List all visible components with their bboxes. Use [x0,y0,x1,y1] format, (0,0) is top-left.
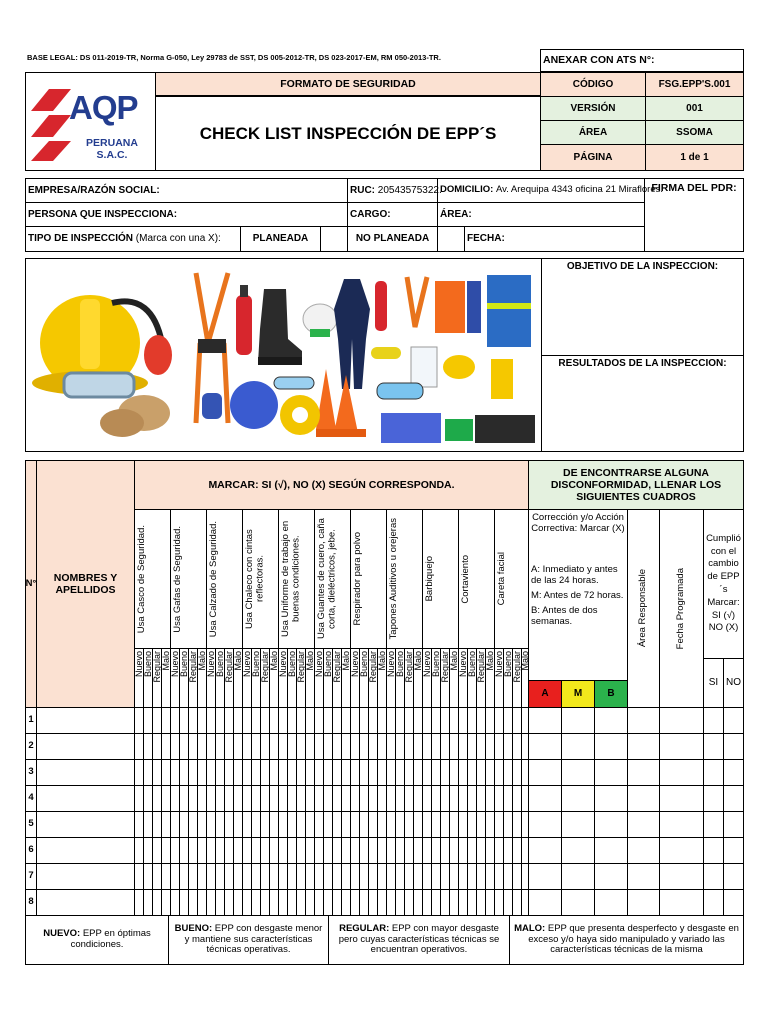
condition-label: Bueno [322,651,333,678]
item-label: Usa Chaleco con cintas reflectoras. [244,529,266,629]
fulfilled-yes: SI [703,658,724,708]
scheduled-date-cell[interactable] [659,707,704,734]
priority-a-cell[interactable] [528,837,562,864]
condition-label: Nuevo [241,651,252,678]
meta-code-label: CÓDIGO [540,72,646,97]
signature-field[interactable]: FIRMA DEL PDR: [644,178,744,252]
priority-b-cell[interactable] [594,707,628,734]
condition-label: Nuevo [277,651,288,678]
condition-label: Bueno [394,651,405,678]
condition-label: Regular [511,651,522,683]
legend-nuevo [25,915,169,965]
priority-b-cell[interactable] [594,759,628,786]
row-number: 8 [25,889,37,916]
ruc-value: 20543575322. [377,184,442,196]
condition-label: Nuevo [493,651,504,678]
condition-label: Nuevo [385,651,396,678]
row-number: 1 [25,707,37,734]
condition-label: Malo [519,651,530,671]
logo-mark-icon [31,85,73,163]
scheduled-date-cell[interactable] [659,837,704,864]
caution-tape-image [224,369,324,439]
fulfilled-no-cell[interactable] [723,733,744,760]
condition-label: Nuevo [205,651,216,678]
planned-label: PLANEADA [240,226,321,252]
condition-label: Malo [412,651,423,671]
fulfilled-no-cell[interactable] [723,785,744,812]
item-header-9 [422,509,459,649]
priority-m-cell[interactable] [561,707,595,734]
item-header-1 [134,509,171,649]
condition-label: Nuevo [313,651,324,678]
condition-label: Regular [331,651,342,683]
legend-malo [509,915,744,965]
condition-label: Malo [196,651,207,671]
scheduled-date-cell[interactable] [659,863,704,890]
condition-label: Nuevo [349,651,360,678]
row-number: 3 [25,759,37,786]
condition-label: Regular [187,651,198,683]
row-name-cell[interactable] [36,811,135,838]
fulfilled-no-cell[interactable] [723,889,744,916]
condition-label: Bueno [502,651,513,678]
condition-label: Malo [232,651,243,671]
responsible-area-cell[interactable] [627,889,660,916]
priority-b: B [594,680,628,708]
date-field[interactable]: FECHA: [464,226,645,252]
page-title: CHECK LIST INSPECCIÓN DE EPP´S [155,96,541,171]
responsible-area-cell[interactable] [627,759,660,786]
meta-area-label: ÁREA [540,120,646,145]
safety-helmet-image [32,273,182,443]
condition-label: Bueno [178,651,189,678]
responsible-area-cell[interactable] [627,863,660,890]
fulfilled-yes-cell[interactable] [703,707,724,734]
correction-block [528,509,628,681]
row-number: 5 [25,811,37,838]
condition-label: Nuevo [457,651,468,678]
item-header-6 [314,509,351,649]
item-label: Respirador para polvo [352,532,363,626]
scheduled-date-label: Fecha Programada [675,567,687,650]
condition-label: Malo [484,651,495,671]
ruc-field [347,178,442,203]
legend-malo-text: EPP que presenta desperfecto y desgaste en exceso y/o haya sido manipulado y variado las características técnicas de la misma [528,922,739,956]
fulfilled-no-cell[interactable] [723,811,744,838]
condition-label: Malo [376,651,387,671]
meta-version-label: VERSIÓN [540,96,646,121]
meta-page-value: 1 de 1 [645,144,744,171]
row-number: 6 [25,837,37,864]
condition-label: Malo [448,651,459,671]
priority-m-cell[interactable] [561,863,595,890]
condition-label: Regular [295,651,306,683]
item-label: Cortaviento [460,554,471,604]
fulfilled-yes-cell[interactable] [703,733,724,760]
responsible-area-cell[interactable] [627,811,660,838]
row-name-cell[interactable] [36,863,135,890]
row-name-cell[interactable] [36,837,135,864]
fulfilled-yes-cell[interactable] [703,785,724,812]
area-field[interactable]: ÁREA: [437,202,645,227]
fulfilled-yes-cell[interactable] [703,837,724,864]
number-header: N° [25,460,37,708]
unplanned-checkbox[interactable] [437,226,465,252]
row-name-cell[interactable] [36,733,135,760]
unplanned-label: NO PLANEADA [347,226,438,252]
condition-label: Regular [259,651,270,683]
item-header-2 [170,509,207,649]
priority-a-cell[interactable] [528,811,562,838]
condition-label: Nuevo [421,651,432,678]
scheduled-date-header [659,509,704,708]
condition-label: Bueno [250,651,261,678]
correction-a: A: Inmediato y antes de las 24 horas. [531,563,618,586]
priority-m-cell[interactable] [561,889,595,916]
item-header-5 [278,509,315,649]
nonconformity-header: DE ENCONTRARSE ALGUNA DISCONFORMIDAD, LLENAR LOS SIGUIENTES CUADROS [528,460,744,510]
legend-regular-label: REGULAR: [339,922,390,934]
row-number: 2 [25,733,37,760]
fulfilled-yes-cell[interactable] [703,759,724,786]
item-label: Usa Calzado de Seguridad. [208,520,219,638]
priority-b-cell[interactable] [594,811,628,838]
meta-code-value: FSG.EPP'S.001 [645,72,744,97]
fulfilled-no-cell[interactable] [723,707,744,734]
condition-label: Malo [268,651,279,671]
condition-label: Malo [340,651,351,671]
priority-b-cell[interactable] [594,863,628,890]
fulfilled-yes-cell[interactable] [703,889,724,916]
item-header-3 [206,509,243,649]
planned-checkbox[interactable] [320,226,348,252]
responsible-area-header [627,509,660,708]
mark-instruction: MARCAR: SI (√), NO (X) SEGÚN CORRESPONDA. [134,460,529,510]
legend-nuevo-label: NUEVO: [43,928,81,940]
scheduled-date-cell[interactable] [659,733,704,760]
fulfilled-yes-cell[interactable] [703,863,724,890]
priority-m-cell[interactable] [561,733,595,760]
priority-b-cell[interactable] [594,733,628,760]
condition-label: Bueno [142,651,153,678]
annex-field[interactable]: ANEXAR CON ATS N°: [540,49,744,72]
results-field[interactable]: RESULTADOS DE LA INSPECCION: [541,355,744,452]
legend-bueno [168,915,329,965]
scheduled-date-cell[interactable] [659,811,704,838]
priority-b-cell[interactable] [594,837,628,864]
correction-title: Corrección y/o Acción Correctiva: Marcar (X) [531,512,625,534]
fulfilled-no: NO [723,658,744,708]
fulfilled-no-cell[interactable] [723,863,744,890]
extinguisher-image [232,279,256,359]
row-number: 7 [25,863,37,890]
condition-label: Malo [160,651,171,671]
company-field[interactable]: EMPRESA/RAZÓN SOCIAL: [25,178,348,203]
condition-label: Regular [475,651,486,683]
objective-field[interactable]: OBJETIVO DE LA INSPECCION: [541,258,744,356]
condition-label: Nuevo [133,651,144,678]
item-label: Careta facial [496,552,507,606]
condition-label: Bueno [286,651,297,678]
inspector-field[interactable]: PERSONA QUE INSPECCIONA: [25,202,348,227]
inspection-type-label: TIPO DE INSPECCIÓN [28,233,134,245]
priority-b-cell[interactable] [594,785,628,812]
address-value: Av. Arequipa 4343 oficina 21 Miraflores. [495,184,664,196]
condition-label: Regular [439,651,450,683]
priority-m-cell[interactable] [561,837,595,864]
row-number: 4 [25,785,37,812]
company-logo [25,72,156,171]
legend-regular [328,915,510,965]
address-field [437,178,664,203]
row-name-cell[interactable] [36,707,135,734]
item-header-7 [350,509,387,649]
safety-boot-image [254,289,304,369]
position-field[interactable]: CARGO: [347,202,438,227]
priority-a-cell[interactable] [528,733,562,760]
row-name-cell[interactable] [36,759,135,786]
fulfilled-no-cell[interactable] [723,759,744,786]
legend-bueno-label: BUENO: [174,922,213,934]
responsible-area-cell[interactable] [627,837,660,864]
condition-label: Nuevo [169,651,180,678]
scheduled-date-cell[interactable] [659,889,704,916]
priority-m-cell[interactable] [561,759,595,786]
condition-label: Regular [223,651,234,683]
item-header-10 [458,509,495,649]
item-label: Usa Uniforme de trabajo en buenas condiciones. [280,520,302,638]
epp-images-panel [25,258,542,452]
responsible-area-cell[interactable] [627,707,660,734]
item-header-8 [386,509,423,649]
legal-base: BASE LEGAL: DS 011-2019-TR, Norma G-050, Ley 29783 de SST, DS 005-2012-TR, DS 023-2017-EM, RM 050-2013-TR. [27,53,441,62]
priority-m: M [561,680,595,708]
row-name-cell[interactable] [36,785,135,812]
item-label: Tapones Auditivos u orejeras [388,518,399,640]
legend-nuevo-text: EPP en óptimas condiciones. [70,928,151,950]
item-label: Usa Guantes de cuero, caña corta, dieléctricos, jebe. [316,518,338,640]
condition-label: Regular [403,651,414,683]
condition-label: Malo [304,651,315,671]
priority-a-cell[interactable] [528,889,562,916]
priority-m-cell[interactable] [561,811,595,838]
condition-label: Bueno [214,651,225,678]
correction-b: B: Antes de dos semanas. [531,604,598,627]
condition-label: Regular [367,651,378,683]
meta-page-label: PÁGINA [540,144,646,171]
legend-regular-text: EPP con mayor desgaste pero cuyas características técnicas se encuentran operativos. [338,922,500,956]
row-name-cell[interactable] [36,889,135,916]
names-header: NOMBRES Y APELLIDOS [36,460,135,708]
inspection-type-hint: (Marca con una X): [135,233,221,245]
fulfilled-yes-cell[interactable] [703,811,724,838]
condition-label: Bueno [466,651,477,678]
inspection-type-field [25,226,241,252]
fulfilled-no-cell[interactable] [723,837,744,864]
fulfilled-header: Cumplió con el cambio de EPP´s Marcar: SI (√) NO (X) [703,509,744,659]
priority-a-cell[interactable] [528,863,562,890]
scheduled-date-cell[interactable] [659,759,704,786]
legend-bueno-text: EPP con desgaste menor y mantiene sus características técnicas operativas. [184,922,323,956]
priority-a-cell[interactable] [528,707,562,734]
meta-version-value: 001 [645,96,744,121]
item-label: Usa Gafas de Seguridad. [172,525,183,633]
condition-label: Bueno [358,651,369,678]
format-label: FORMATO DE SEGURIDAD [155,72,541,96]
responsible-area-cell[interactable] [627,785,660,812]
responsible-area-cell[interactable] [627,733,660,760]
priority-a-cell[interactable] [528,759,562,786]
condition-label: Regular [151,651,162,683]
item-label: Usa Casco de Seguridad. [136,524,147,634]
meta-area-value: SSOMA [645,120,744,145]
logo-text: AQP [69,88,138,126]
priority-b-cell[interactable] [594,889,628,916]
epp-kit-image [371,267,541,447]
responsible-area-label: Área Responsable [637,569,649,648]
scheduled-date-cell[interactable] [659,785,704,812]
legend-malo-label: MALO: [514,922,546,934]
correction-m: M: Antes de 72 horas. [531,589,624,601]
ruc-label: RUC: [350,184,375,196]
condition-label: Bueno [430,651,441,678]
item-header-4 [242,509,279,649]
priority-a-cell[interactable] [528,785,562,812]
priority-a: A [528,680,562,708]
address-label: DOMICILIO: [440,184,494,196]
item-header-11 [494,509,529,649]
item-label: Barbiquejo [424,556,435,602]
logo-subtext: PERUANA S.A.C. [86,136,138,161]
priority-m-cell[interactable] [561,785,595,812]
